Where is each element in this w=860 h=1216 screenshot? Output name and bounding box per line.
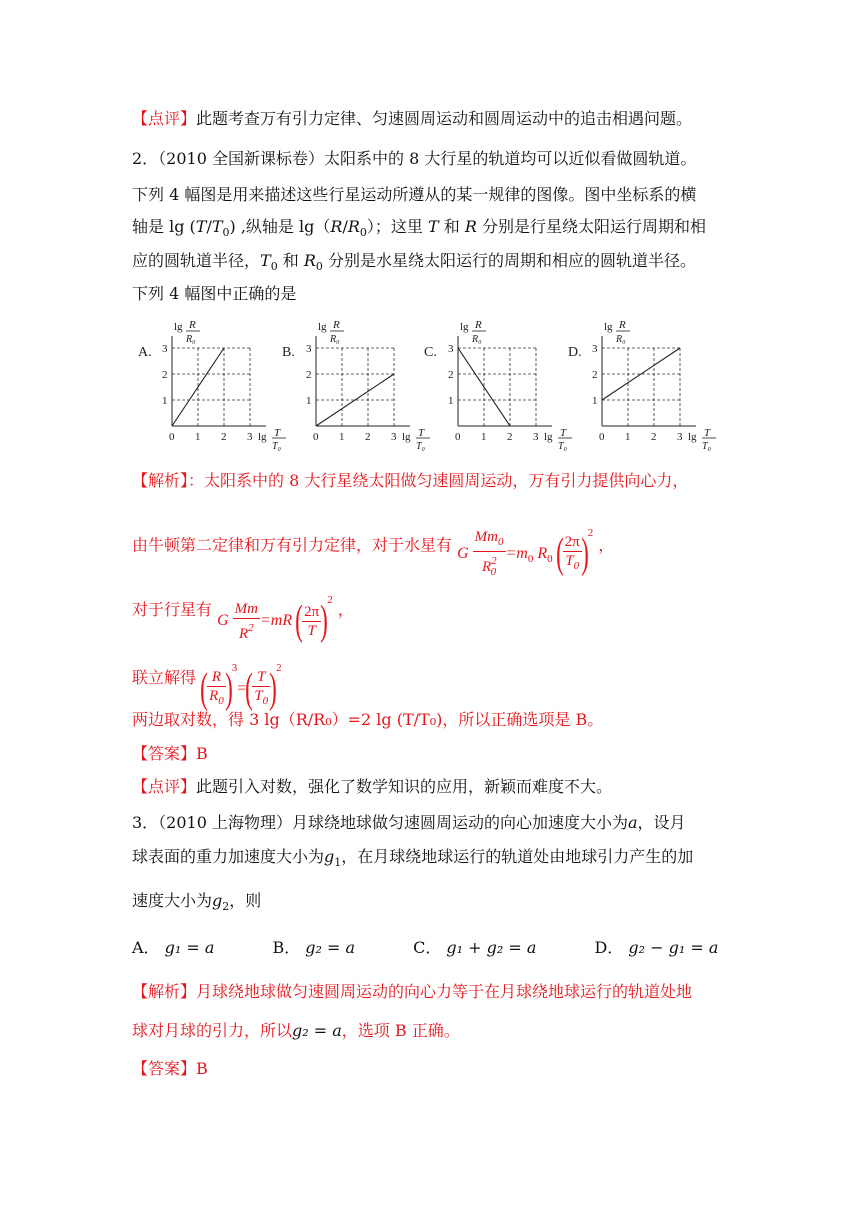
y-axis-label-num: R [333,319,340,331]
y-tick-label: 3 [448,343,454,355]
analysis3-line1: 【解析】月球绕地球做匀速圆周运动的向心力等于在月球绕地球运行的轨道处地 [132,982,693,1001]
y-axis-label-den: R₀ [616,334,626,345]
x-tick-label: 3 [533,431,539,443]
x-axis-label-den: T₀ [702,441,712,452]
q2-line2: 下列 4 幅图是用来描述这些行星运动所遵从的某一规律的图像。图中坐标系的横 [132,185,697,204]
y-axis-lg: lg [174,321,183,333]
answer-2: 【答案】B [132,744,208,763]
y-tick-label: 3 [162,343,168,355]
graph-option-label: B. [282,345,295,360]
formula-planet: G $\frac{Mm}{R^2}$ =mR ( $\frac{2\pi}{T}$ )$^2$ [217,594,333,645]
y-tick-label: 1 [448,395,454,407]
x-axis-lg: lg [688,431,697,443]
analysis2-line3: 对于行星有 G $\frac{Mm}{R^2}$ =mR ( $\frac{2\pi}{T}$ )$^2$ ， [132,572,354,649]
q2-line5: 下列 4 幅图中正确的是 [132,284,297,303]
q2-line4: 应的圆轨道半径，$T_0$ 和 $R_0$ 分别是水星绕太阳运行的周期和相应的圆轨道半径。 [132,251,697,273]
graph-option-label: A. [138,345,152,360]
option-b: B． g₂ = a [272,938,356,957]
x-tick-label: 2 [507,431,513,443]
x-axis-label-den: T₀ [558,441,568,452]
q3-line3: 速度大小为$g_2$，则 [132,891,262,913]
graph-b [278,316,426,458]
graph-d [564,316,712,458]
y-axis-label-num: R [189,319,196,331]
y-axis-label-den: R₀ [472,334,482,345]
formula-result: ( $\frac{R}{R_0}$ )$^3$=( $\frac{T}{T_0}$ )$^2$ [200,662,282,713]
y-axis-label-num: R [475,319,482,331]
x-axis-lg: lg [402,431,411,443]
analysis2-line4: 联立解得 ( $\frac{R}{R_0}$ )$^3$=( $\frac{T}{T_0}$ )$^2$ [132,640,282,717]
x-axis-label-den: T₀ [416,441,426,452]
option-graphs [134,316,712,458]
graph-a [134,316,282,458]
x-tick-label: 0 [455,431,461,443]
y-tick-label: 3 [592,343,598,355]
comment-tag: 【点评】 [132,109,197,128]
comment-1 [132,109,692,129]
graph-c-svg [420,316,568,458]
x-tick-label: 2 [365,431,371,443]
y-tick-label: 2 [162,369,168,381]
option-a: A． g₁ = a [132,938,215,957]
y-tick-label: 2 [592,369,598,381]
x-tick-label: 1 [195,431,201,443]
x-tick-label: 1 [625,431,631,443]
y-axis-label-den: R₀ [186,334,196,345]
x-axis-label-num: T [704,427,711,439]
x-tick-label: 3 [391,431,397,443]
q3-options [132,938,718,958]
answer-3: 【答案】B [132,1059,208,1078]
analysis2-line2: 由牛顿第二定律和万有引力定律，对于水星有 G $\frac{Mm_0}{R^2_0}$ $=m_0$ $R_0$ ( $\frac{2\pi}{T_0}$ )$^2$ ， [132,505,614,587]
graph-b-svg [278,316,426,458]
analysis2-line1: 【解析】：太阳系中的 8 大行星绕太阳做匀速圆周运动，万有引力提供向心力， [132,471,689,490]
y-tick-label: 2 [306,369,312,381]
q2-line1: 2．（2010 全国新课标卷）太阳系中的 8 大行星的轨道均可以近似看做圆轨道。 [132,149,697,168]
y-axis-lg: lg [604,321,613,333]
y-axis-label-num: R [619,319,626,331]
graph-c [420,316,568,458]
y-axis-lg: lg [460,321,469,333]
analysis-tag: 【解析】 [132,471,189,490]
y-tick-label: 1 [592,395,598,407]
graph-option-label: C. [424,345,437,360]
q3-line1: 3．（2010 上海物理）月球绕地球做匀速圆周运动的向心加速度大小为a，设月 [132,813,686,832]
option-d: D． g₂ − g₁ = a [594,938,719,957]
x-tick-label: 0 [169,431,175,443]
x-axis-lg: lg [544,431,553,443]
analysis3-line2: 球对月球的引力，所以g₂ = a，选项 B 正确。 [132,1021,460,1040]
graph-option-label: D. [568,345,582,360]
x-axis-label-num: T [274,427,281,439]
y-tick-label: 2 [448,369,454,381]
option-c: C． g₁ + g₂ = a [413,938,537,957]
comment-text: 此题考查万有引力定律、匀速圆周运动和圆周运动中的追击相遇问题。 [196,109,693,128]
x-tick-label: 3 [677,431,683,443]
x-tick-label: 2 [221,431,227,443]
x-axis-lg: lg [258,431,267,443]
x-tick-label: 1 [481,431,487,443]
x-axis-label-num: T [418,427,425,439]
q3-line2: 球表面的重力加速度大小为$g_1$，在月球绕地球运行的轨道处由地球引力产生的加 [132,847,694,869]
x-tick-label: 0 [599,431,605,443]
y-axis-lg: lg [318,321,327,333]
graph-d-svg [564,316,712,458]
comment-2: 【点评】此题引入对数，强化了数学知识的应用，新颖而难度不大。 [132,777,613,796]
y-tick-label: 1 [306,395,312,407]
y-tick-label: 3 [306,343,312,355]
x-tick-label: 3 [247,431,253,443]
q2-line3: 轴是 $\lg (T/T_0)$ ,纵轴是 $\lg(R/R_0)$；这里 T 和 R 分别是行星绕太阳运行周期和相 [132,217,706,239]
x-tick-label: 0 [313,431,319,443]
x-axis-label-den: T₀ [272,441,282,452]
analysis2-line5: 两边取对数，得 3 lg（R/R₀）=2 lg (T/T₀)，所以正确选项是 B。 [132,710,604,729]
graph-a-svg [134,316,282,458]
x-tick-label: 1 [339,431,345,443]
y-axis-label-den: R₀ [330,334,340,345]
y-tick-label: 1 [162,395,168,407]
formula-mercury: G $\frac{Mm_0}{R^2_0}$ $=m_0$ $R_0$ ( $\frac{2\pi}{T_0}$ )$^2$ [457,527,594,578]
x-tick-label: 2 [651,431,657,443]
x-axis-label-num: T [560,427,567,439]
